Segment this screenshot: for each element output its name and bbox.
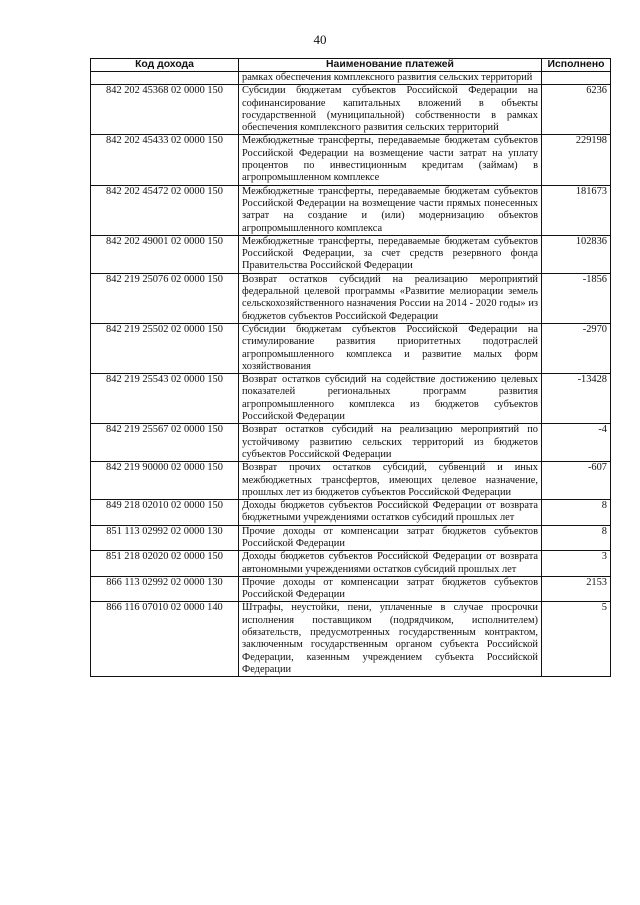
header-payment-name: Наименование платежей — [239, 59, 542, 72]
payment-name: рамках обеспечения комплексного развития сельских территорий — [239, 72, 542, 85]
payment-name: Межбюджетные трансферты, передаваемые бюджетам субъектов Российской Федерации на возмещение части прямых понесенных затрат на создание и (или) модернизацию объектов агропромышленного комплекса — [239, 185, 542, 235]
income-code: 842 219 25502 02 0000 150 — [91, 323, 239, 373]
executed-amount: 3 — [542, 551, 611, 577]
table-row — [91, 424, 611, 462]
executed-amount: 8 — [542, 500, 611, 526]
table-row — [91, 576, 611, 602]
payment-name: Возврат остатков субсидий на содействие достижению целевых показателей региональных программ развития агропромышленного комплекса из бюджетов субъектов Российской Федерации — [239, 374, 542, 424]
payment-name: Доходы бюджетов субъектов Российской Федерации от возврата автономными учреждениями остатков субсидий прошлых лет — [239, 551, 542, 577]
table-row — [91, 525, 611, 551]
payment-name: Субсидии бюджетам субъектов Российской Федерации на софинансирование капитальных вложений в объекты государственной (муниципальной) собственности в рамках обеспечения комплексного развития сельских территорий — [239, 85, 542, 135]
table-header-row — [91, 59, 611, 72]
executed-amount — [542, 72, 611, 85]
payment-name: Межбюджетные трансферты, передаваемые бюджетам субъектов Российской Федерации, за счет средств резервного фонда Правительства Российской Федерации — [239, 235, 542, 273]
income-code: 842 219 25567 02 0000 150 — [91, 424, 239, 462]
payment-name: Доходы бюджетов субъектов Российской Федерации от возврата бюджетными учреждениями остатков субсидий прошлых лет — [239, 500, 542, 526]
payment-name: Прочие доходы от компенсации затрат бюджетов субъектов Российской Федерации — [239, 576, 542, 602]
table-row — [91, 323, 611, 373]
income-code: 851 113 02992 02 0000 130 — [91, 525, 239, 551]
executed-amount: 6236 — [542, 85, 611, 135]
payment-name: Штрафы, неустойки, пени, уплаченные в случае просрочки исполнения поставщиком (подрядчиком, исполнителем) обязательств, предусмотренных государственным контрактом, заключенным государственным органом субъекта Российской Федерации, казенным учреждением субъекта Российской Федерации — [239, 602, 542, 677]
executed-amount: -1856 — [542, 273, 611, 323]
table-row — [91, 135, 611, 185]
payment-name: Возврат прочих остатков субсидий, субвенций и иных межбюджетных трансфертов, имеющих целевое назначение, прошлых лет из бюджетов субъектов Российской Федерации — [239, 462, 542, 500]
executed-amount: 229198 — [542, 135, 611, 185]
table-row — [91, 72, 611, 85]
executed-amount: 181673 — [542, 185, 611, 235]
income-code: 849 218 02010 02 0000 150 — [91, 500, 239, 526]
income-code: 842 202 45433 02 0000 150 — [91, 135, 239, 185]
table-row — [91, 185, 611, 235]
executed-amount: 102836 — [542, 235, 611, 273]
table-row — [91, 551, 611, 577]
table-row — [91, 85, 611, 135]
payment-name: Прочие доходы от компенсации затрат бюджетов субъектов Российской Федерации — [239, 525, 542, 551]
income-code: 842 219 25543 02 0000 150 — [91, 374, 239, 424]
income-code: 842 219 25076 02 0000 150 — [91, 273, 239, 323]
executed-amount: -2970 — [542, 323, 611, 373]
revenue-table — [90, 58, 611, 677]
income-code: 842 202 45472 02 0000 150 — [91, 185, 239, 235]
executed-amount: -13428 — [542, 374, 611, 424]
income-code: 842 219 90000 02 0000 150 — [91, 462, 239, 500]
executed-amount: -4 — [542, 424, 611, 462]
payment-name: Возврат остатков субсидий на реализацию мероприятий федеральной целевой программы «Развитие мелиорации земель сельскохозяйственного назначения России на 2014 - 2020 годы» из бюджетов субъектов Российской Федерации — [239, 273, 542, 323]
income-code: 866 113 02992 02 0000 130 — [91, 576, 239, 602]
header-executed: Исполнено — [542, 59, 611, 72]
executed-amount: 8 — [542, 525, 611, 551]
payment-name: Субсидии бюджетам субъектов Российской Федерации на стимулирование развития приоритетных подотраслей агропромышленного комплекса и развитие малых форм хозяйствования — [239, 323, 542, 373]
executed-amount: 2153 — [542, 576, 611, 602]
table-row — [91, 602, 611, 677]
table-row — [91, 235, 611, 273]
header-income-code: Код дохода — [91, 59, 239, 72]
income-code: 842 202 49001 02 0000 150 — [91, 235, 239, 273]
page-number: 40 — [313, 32, 327, 47]
table-row — [91, 500, 611, 526]
income-code — [91, 72, 239, 85]
income-code: 851 218 02020 02 0000 150 — [91, 551, 239, 577]
table-row — [91, 273, 611, 323]
payment-name: Межбюджетные трансферты, передаваемые бюджетам субъектов Российской Федерации на возмещение части затрат на уплату процентов по инвестиционным кредитам (займам) в агропромышленном комплексе — [239, 135, 542, 185]
table-row — [91, 462, 611, 500]
table-row — [91, 374, 611, 424]
income-code: 842 202 45368 02 0000 150 — [91, 85, 239, 135]
executed-amount: 5 — [542, 602, 611, 677]
payment-name: Возврат остатков субсидий на реализацию мероприятий по устойчивому развитию сельских территорий из бюджетов субъектов Российской Федерации — [239, 424, 542, 462]
executed-amount: -607 — [542, 462, 611, 500]
income-code: 866 116 07010 02 0000 140 — [91, 602, 239, 677]
